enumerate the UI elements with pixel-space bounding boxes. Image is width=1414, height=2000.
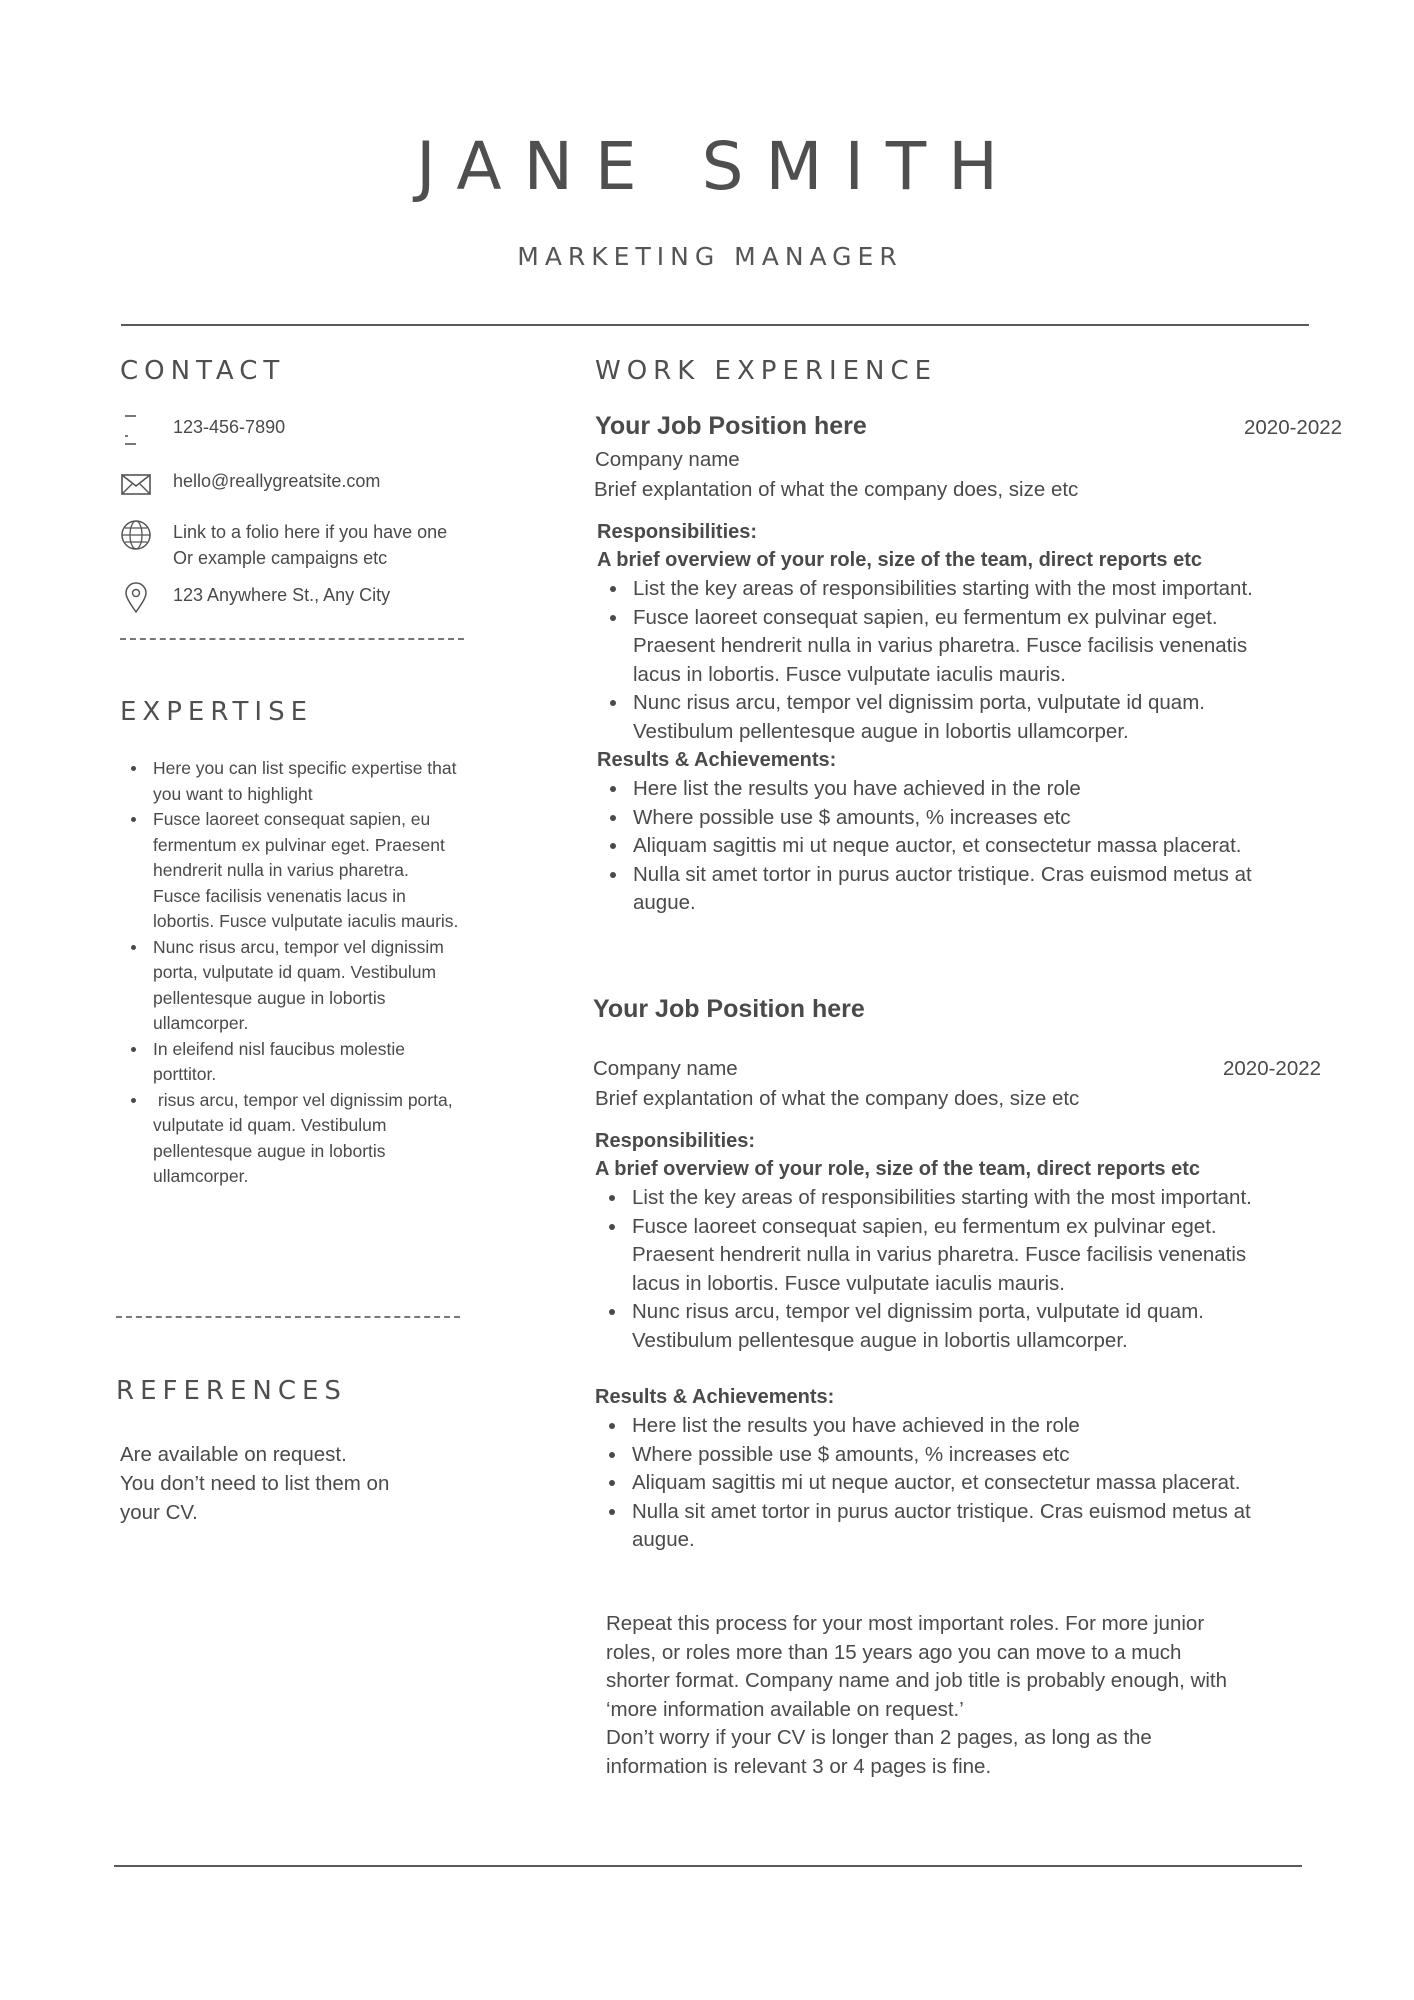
work-experience-heading: WORK EXPERIENCE [595,356,938,386]
list-item: Here list the results you have achieved in the role [597,775,1297,804]
job-1-results-label: Results & Achievements: [597,749,837,771]
website-text[interactable] [173,519,447,571]
list-item: List the key areas of responsibilities starting with the most important. [596,1184,1296,1213]
job-1-overview: A brief overview of your role, size of the team, direct reports etc [597,549,1202,571]
references-line-1: Are available on request. [120,1443,347,1466]
address: 123 Anywhere St., Any City [173,585,391,605]
closing-paragraph-1: Repeat this process for your most important roles. For more junior roles, or roles more than 15 years ago you can move to a much shorter format. Company name and job title is probably enough, with ‘more information available on request.’ [606,1612,1228,1721]
job-2-dates: 2020-2022 [1223,1057,1322,1080]
bottom-divider [114,1865,1302,1867]
job-1-responsibilities-list [597,575,1297,746]
phone-number: 123-456-7890 [173,417,286,437]
job-1-company: Company name [595,448,740,471]
job-1-position: Your Job Position here [595,412,867,440]
closing-note [606,1610,1246,1781]
website-line-1: Link to a folio here if you have one [173,522,448,542]
globe-icon [120,519,152,551]
list-item: Here list the results you have achieved in the role [596,1412,1296,1441]
contact-heading: CONTACT [120,356,286,386]
job-2-responsibilities-list [596,1184,1296,1355]
contact-address-row [120,582,390,614]
expertise-divider [116,1316,460,1318]
expertise-item: Fusce laoreet consequat sapien, eu fermentum ex pulvinar eget. Praesent hendrerit nulla in varius pharetra. Fusce facilisis venenatis lacus in lobortis. Fusce vulputate iaculis mauris. [120,807,460,935]
closing-paragraph-2: Don’t worry if your CV is longer than 2 pages, as long as the information is relevant 3 or 4 pages is fine. [606,1726,1152,1778]
list-item: Nulla sit amet tortor in purus auctor tristique. Cras euismod metus at augue. [597,861,1297,918]
contact-website-row [120,519,447,571]
list-item: Nunc risus arcu, tempor vel dignissim porta, vulputate id quam. Vestibulum pellentesque augue in lobortis ullamcorper. [597,689,1297,746]
mail-icon [120,468,152,500]
expertise-item: Here you can list specific expertise that you want to highlight [120,756,460,807]
top-divider [121,324,1309,326]
job-title-subheading: MARKETING MANAGER [517,242,903,271]
references-line-3: your CV. [120,1501,198,1524]
website-line-2: Or example campaigns etc [173,548,388,568]
list-item: Where possible use $ amounts, % increases etc [596,1441,1296,1470]
contact-divider [120,638,464,640]
expertise-item: In eleifend nisl faucibus molestie porttitor. [120,1037,460,1088]
job-1-dates: 2020-2022 [1244,416,1343,439]
contact-email-row [120,468,380,500]
list-item: Nulla sit amet tortor in purus auctor tristique. Cras euismod metus at augue. [596,1498,1296,1555]
expertise-heading: EXPERTISE [120,697,314,727]
job-2-responsibilities-label: Responsibilities: [595,1130,756,1152]
job-1-results-list [597,775,1297,918]
list-item: Aliquam sagittis mi ut neque auctor, et consectetur massa placerat. [597,832,1297,861]
job-1-responsibilities-label: Responsibilities: [597,521,758,543]
job-2-results-list [596,1412,1296,1555]
list-item: Aliquam sagittis mi ut neque auctor, et consectetur massa placerat. [596,1469,1296,1498]
job-2-overview: A brief overview of your role, size of the team, direct reports etc [595,1158,1200,1180]
job-2-position: Your Job Position here [593,995,865,1023]
expertise-list [120,756,460,1190]
list-item: List the key areas of responsibilities starting with the most important. [597,575,1297,604]
job-2-description: Brief explantation of what the company does, size etc [595,1087,1080,1110]
list-item: Nunc risus arcu, tempor vel dignissim porta, vulputate id quam. Vestibulum pellentesque augue in lobortis ullamcorper. [596,1298,1296,1355]
contact-phone-row [120,414,285,446]
list-item: Fusce laoreet consequat sapien, eu fermentum ex pulvinar eget. Praesent hendrerit nulla in varius pharetra. Fusce facilisis venenatis lacus in lobortis. Fusce vulputate iaculis mauris. [596,1213,1296,1299]
job-2-company: Company name [593,1057,738,1080]
expertise-item: Nunc risus arcu, tempor vel dignissim porta, vulputate id quam. Vestibulum pellentesque augue in lobortis ullamcorper. [120,935,460,1037]
references-line-2: You don’t need to list them on [120,1472,390,1495]
references-heading: REFERENCES [116,1376,347,1406]
job-2-results-label: Results & Achievements: [595,1386,835,1408]
expertise-item: risus arcu, tempor vel dignissim porta, vulputate id quam. Vestibulum pellentesque augue in lobortis ullamcorper. [120,1088,460,1190]
references-text [120,1440,440,1527]
job-1-description: Brief explantation of what the company does, size etc [594,478,1079,501]
email-address[interactable]: hello@reallygreatsite.com [173,471,381,491]
list-item: Where possible use $ amounts, % increases etc [597,804,1297,833]
list-item: Fusce laoreet consequat sapien, eu fermentum ex pulvinar eget. Praesent hendrerit nulla in varius pharetra. Fusce facilisis venenatis lacus in lobortis. Fusce vulputate iaculis mauris. [597,604,1297,690]
location-pin-icon [120,582,152,614]
phone-icon [120,414,152,446]
candidate-name: JANE SMITH [416,128,1020,205]
